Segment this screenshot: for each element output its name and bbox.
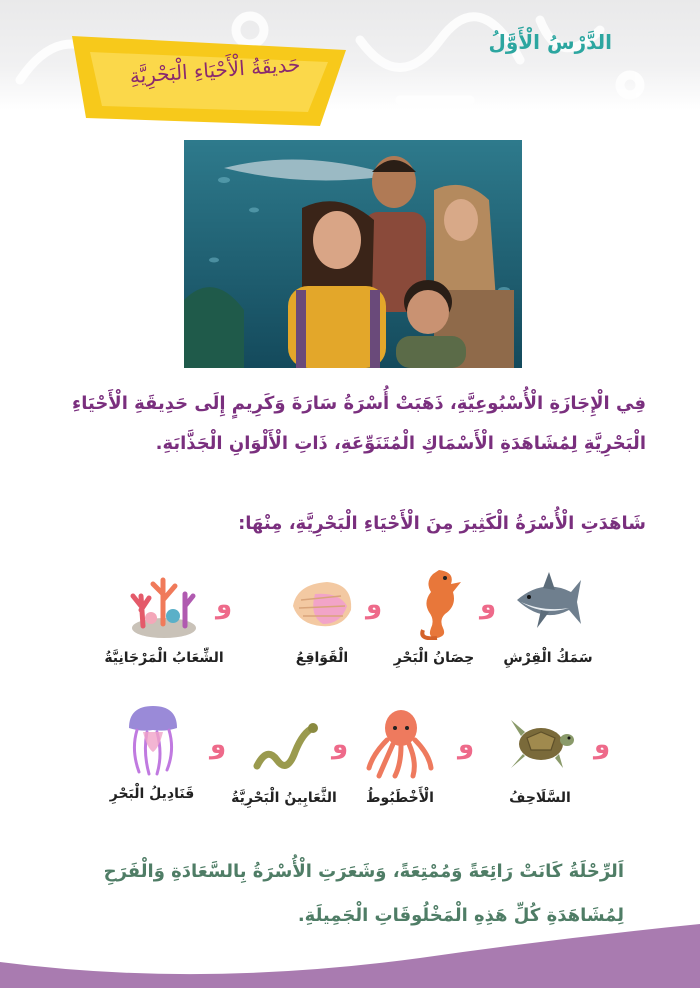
conjunction-waw: و (210, 730, 227, 760)
creature-name: سَمَكُ الْقِرْشِ (503, 650, 593, 666)
creature-name: حِصَانُ الْبَحْرِ (393, 650, 475, 666)
watched-paragraph: شَاهَدَتِ الْأُسْرَةُ الْكَثِيرَ مِنَ الْأَحْيَاءِ الْبَحْرِيَّةِ، مِنْهَا: (238, 513, 646, 534)
creature-card-jellyfish (82, 702, 222, 812)
creature-name: الْقَوَاقِعُ (295, 650, 349, 666)
title-banner (72, 30, 354, 126)
conjunction-waw: و (216, 590, 233, 620)
seahorse-icon (399, 566, 469, 640)
family-aquarium-photo (184, 140, 522, 368)
creature-card-shells (252, 566, 392, 676)
lesson-label: الدَّرْسُ الْأَوَّلُ (488, 30, 612, 54)
creature-name: الشِّعَابُ الْمَرْجَانِيَّةُ (104, 650, 224, 666)
closing-paragraph: اَلرِّحْلَةُ كَانَتْ رَائِعَةً وَمُمْتِعَةً، وَشَعَرَتِ الْأُسْرَةُ بِالسَّعَادَةِ وَالْفَرَحِ لِمُشَاهَدَةِ كُلِّ هَذِهِ الْمَخْلُوقَاتِ الْجَمِيلَةِ. (103, 861, 624, 926)
jellyfish-icon (117, 702, 187, 776)
seashell-icon (287, 566, 357, 640)
conjunction-waw: و (480, 590, 497, 620)
conjunction-waw: و (594, 730, 611, 760)
decorative-footer-wave (0, 918, 700, 988)
conjunction-waw: و (458, 730, 475, 760)
intro-paragraph: فِي الْإِجَازَةِ الْأُسْبُوعِيَّةِ، ذَهَبَتْ أُسْرَةُ سَارَةَ وَكَرِيمٍ إِلَى حَدِيقَةِ الْأَحْيَاءِ الْبَحْرِيَّةِ لِمُشَاهَدَةِ الْأَسْمَاكِ الْمُتَنَوِّعَةِ، ذَاتِ الْأَلْوَانِ الْجَذَّابَةِ. (72, 393, 646, 454)
creature-card-coral (94, 566, 234, 676)
page-title: حَديقَةُ الْأَحْيَاءِ الْبَحْرِيَّةِ (128, 52, 302, 88)
coral-reef-icon (129, 566, 199, 640)
conjunction-waw: و (332, 730, 349, 760)
creature-name: الْأَخْطَبُوطُ (366, 790, 434, 806)
sea-snake-icon (249, 706, 319, 780)
conjunction-waw: و (366, 590, 383, 620)
octopus-icon (365, 706, 435, 780)
creature-name: قَنَادِيلُ الْبَحْرِ (109, 786, 195, 802)
creature-card-sea-snakes (214, 706, 354, 816)
creature-name: السَّلَاحِفُ (509, 790, 571, 806)
sea-turtle-icon (505, 706, 575, 780)
shark-icon (513, 566, 583, 640)
creature-card-turtle (470, 706, 610, 816)
creature-name: الثَّعَابِينُ الْبَحْرِيَّةُ (231, 790, 337, 806)
